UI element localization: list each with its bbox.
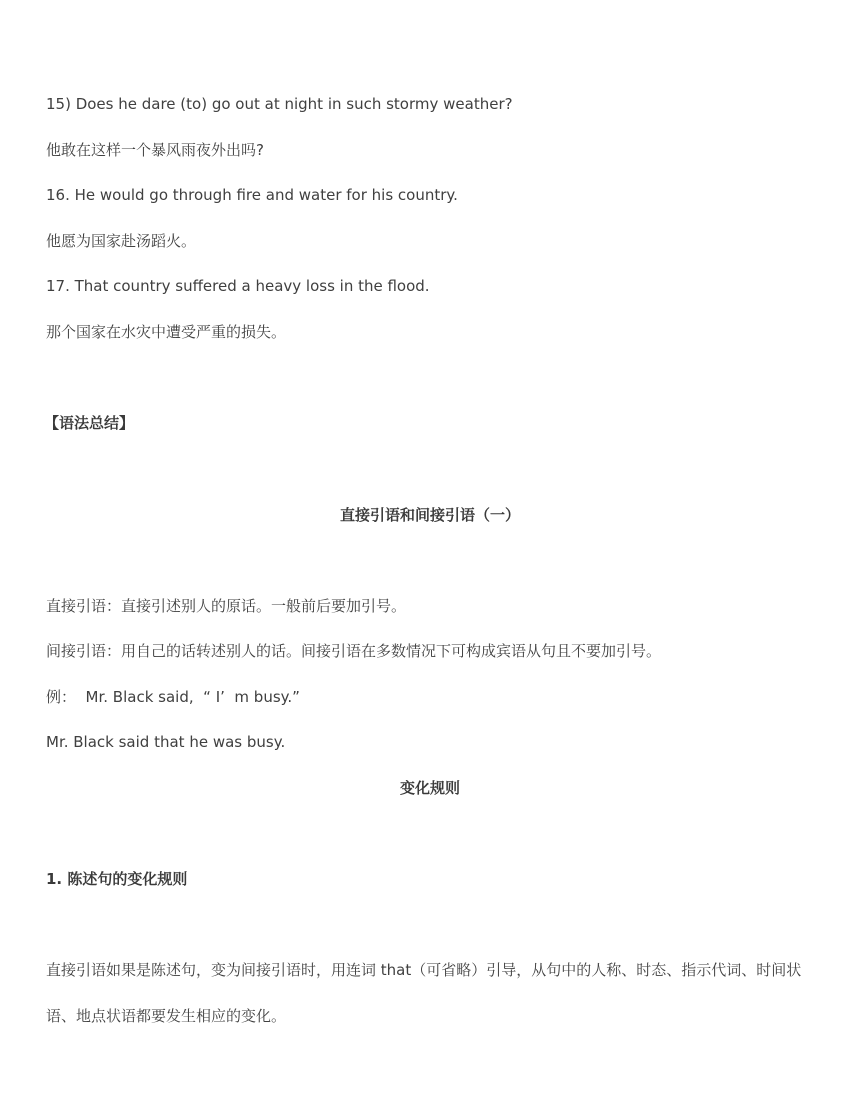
sentence-17-english: 17. That country suffered a heavy loss in the flood. [46,277,430,295]
example-indirect-speech: Mr. Black said that he was busy. [46,733,286,751]
example-direct-speech: 例： Mr. Black said, “ I’ m busy.” [46,688,300,706]
direct-speech-definition: 直接引语：直接引述别人的原话。一般前后要加引号。 [46,597,407,615]
sentence-16-english: 16. He would go through fire and water for his country. [46,186,458,204]
sentence-17-chinese: 那个国家在水灾中遭受严重的损失。 [46,323,287,341]
sentence-15-english: 15) Does he dare (to) go out at night in such stormy weather? [46,95,513,113]
indirect-speech-definition: 间接引语：用自己的话转述别人的话。间接引语在多数情况下可构成宾语从句且不要加引号。 [46,642,662,660]
sentence-15-chinese: 他敢在这样一个暴风雨夜外出吗? [46,141,264,159]
rules-title: 变化规则 [399,779,460,797]
sentence-16-chinese: 他愿为国家赴汤蹈火。 [46,232,197,250]
grammar-summary-heading: 【语法总结】 [44,414,135,432]
rule-1-heading: 1. 陈述句的变化规则 [46,870,188,888]
rule-1-body: 直接引语如果是陈述句，变为间接引语时，用连词 that（可省略）引导，从句中的人称、时态、指示代词、时间状语、地点状语都要发生相应的变化。 [46,961,802,1025]
grammar-title: 直接引语和间接引语（一） [339,506,520,524]
